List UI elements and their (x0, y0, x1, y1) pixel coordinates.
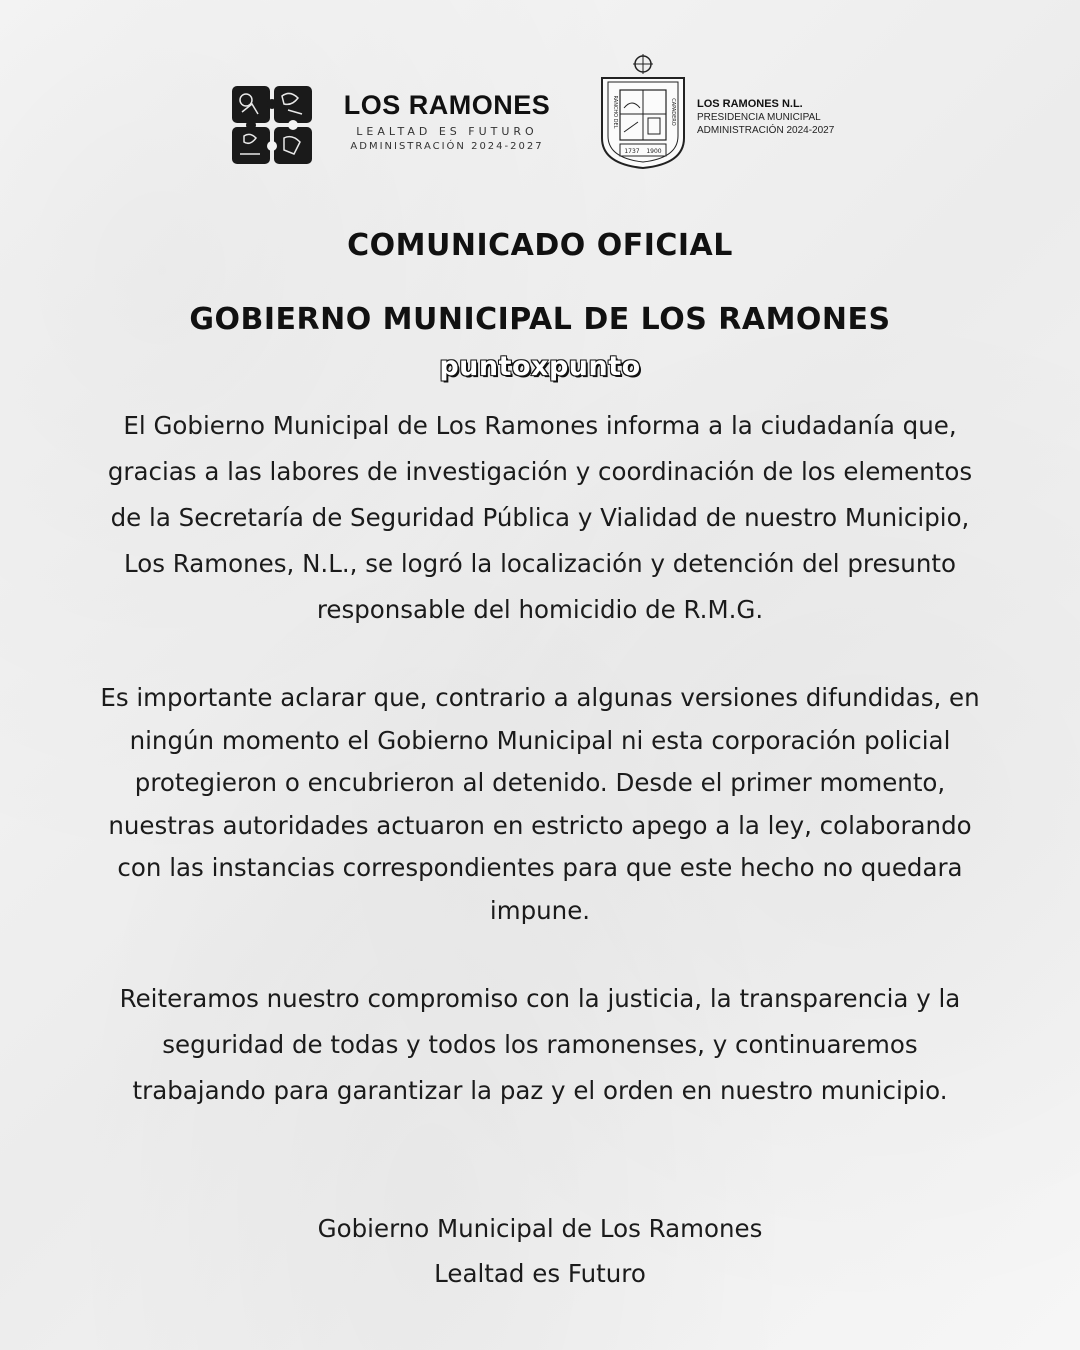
crest-year-right: 1900 (646, 148, 662, 155)
header (0, 50, 1080, 175)
paragraph-1: El Gobierno Municipal de Los Ramones informa a la ciudadanía que, gracias a las labores de investigación y coordinación de los elementos de la Secretaría de Seguridad Pública y Vialidad de nuestro Municipio, Los Ramones, N.L., se logró la localización y detención del presunto responsable del homicidio de R.M.G. (107, 411, 973, 624)
signature-line-2: Lealtad es Futuro (434, 1259, 646, 1288)
crest-left-text: RANCHO DEL (612, 95, 618, 129)
logo2-text (697, 97, 897, 137)
municipal-crest-icon (598, 52, 688, 170)
watermark-text: puntoxpunto (439, 351, 641, 382)
logo1-title: LOS RAMONES (343, 90, 551, 120)
logo1-text (332, 90, 562, 153)
signature (100, 1206, 980, 1296)
logo2-line1: PRESIDENCIA MUNICIPAL (697, 112, 821, 123)
paragraph-3: Reiteramos nuestro compromiso con la justicia, la transparencia y la seguridad de todas y todos los ramonenses, y continuaremos trabajando para garantizar la paz y el orden en nuestro municipio. (119, 984, 961, 1105)
logo2-title: LOS RAMONES N.L. (697, 98, 803, 110)
logo1-tagline: LEALTAD ES FUTURO (356, 125, 538, 138)
crest-year-left: 1737 (624, 148, 640, 155)
paragraph-2: Es importante aclarar que, contrario a algunas versiones difundidas, en ningún momento el Gobierno Municipal ni esta corporación policial protegieron o encubrieron al detenido. Desde el primer momento, nuestras autoridades actuaron en estricto apego a la ley, colaborando con las instancias correspondientes para que este hecho no quedara impune. (100, 683, 980, 925)
crest-right-text: CAPADERO (670, 98, 676, 126)
signature-line-1: Gobierno Municipal de Los Ramones (317, 1214, 763, 1243)
watermark (0, 351, 1080, 382)
logo2-line2: ADMINISTRACIÓN 2024-2027 (697, 125, 835, 136)
document-subtitle: GOBIERNO MUNICIPAL DE LOS RAMONES (189, 302, 891, 337)
puzzle-logo-icon (230, 84, 314, 166)
document-title: COMUNICADO OFICIAL (347, 228, 733, 263)
logo1-admin: ADMINISTRACIÓN 2024-2027 (350, 141, 544, 152)
